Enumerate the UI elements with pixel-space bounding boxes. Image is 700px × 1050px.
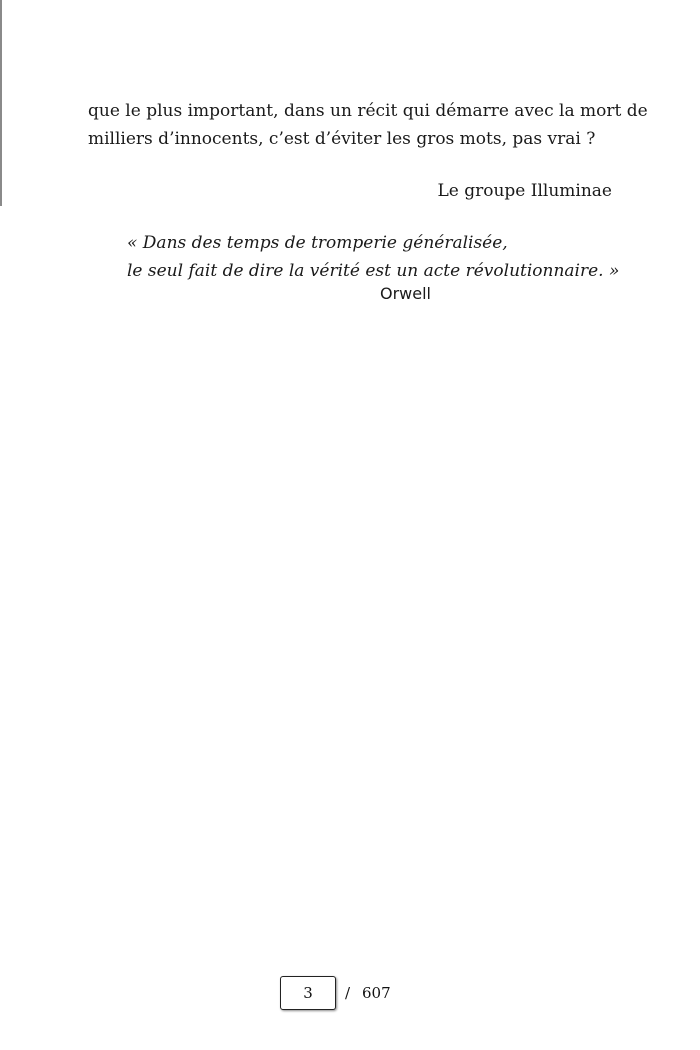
quote-line-2: le seul fait de dire la vérité est un acte révolutionnaire. » xyxy=(127,261,620,281)
current-page-input[interactable]: 3 xyxy=(280,976,336,1010)
paragraph-line-2: milliers d’innocents, c’est d’éviter les gros mots, pas vrai ? xyxy=(88,129,596,149)
page-separator: / xyxy=(345,984,351,1002)
quote-line-1: « Dans des temps de tromperie généralisée, xyxy=(127,233,508,253)
paragraph-line-1: que le plus important, dans un récit qui démarre avec la mort de xyxy=(88,101,648,121)
body-paragraph xyxy=(88,97,648,153)
total-pages: 607 xyxy=(362,984,391,1002)
quote-author: Orwell xyxy=(380,284,431,303)
signature: Le groupe Illuminae xyxy=(437,181,612,201)
page-navigator xyxy=(0,976,700,1010)
epigraph-quote xyxy=(127,229,619,285)
